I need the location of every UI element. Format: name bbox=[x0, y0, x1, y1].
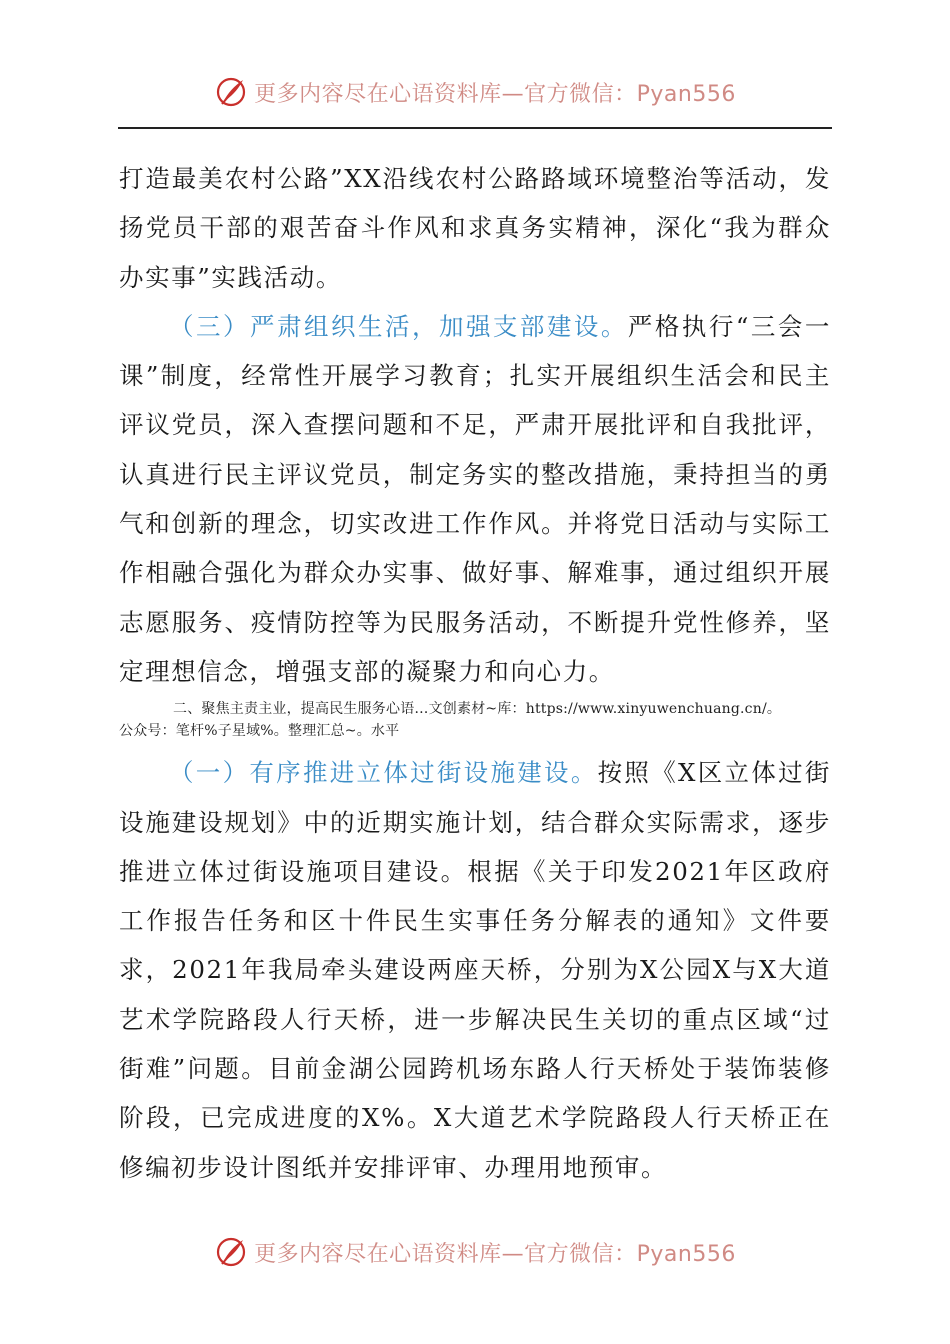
header-banner-text: 更多内容尽在心语资料库—官方微信：Pyan556 bbox=[254, 81, 736, 107]
section-heading-3: （三）严肃组织生活，加强支部建设。 bbox=[169, 311, 628, 341]
paragraph-3-text: 按照《X区立体过街设施建设规划》中的近期实施计划，结合群众实际需求，逐步推进立体过街设施项目建设。根据《关于印发2021年区政府工作报告任务和区十件民生实事任务分解表的通知》文件要求，2021年我局牵头建设两座天桥，分别为X公园X与X大道艺术学院路段人行天桥，进一步解决民生关切的重点区域“过街难”问题。目前金湖公园跨机场东路人行天桥处于装饰装修阶段，已完成进度的X%。X大道艺术学院路段人行天桥正在修编初步设计图纸并安排评审、办理用地预审。 bbox=[119, 758, 831, 1182]
paragraph-2-text: 严格执行“三会一课”制度，经常性开展学习教育；扎实开展组织生活会和民主评议党员，深入查摆问题和不足，严肃开展批评和自我批评，认真进行民主评议党员，制定务实的整改措施，秉持担当的勇气和创新的理念，切实改进工作作风。并将党日活动与实际工作相融合强化为群众办实事、做好事、解难事，通过组织开展志愿服务、疫情防控等为民服务活动，不断提升党性修养，坚定理想信念，增强支部的凝聚力和向心力。 bbox=[119, 311, 831, 686]
paragraph-2 bbox=[119, 302, 831, 696]
watermark-note bbox=[119, 696, 831, 748]
section-heading-1: （一）有序推进立体过街设施建设。 bbox=[169, 758, 598, 788]
header-banner bbox=[0, 72, 950, 112]
quill-feather-icon bbox=[214, 75, 248, 109]
quill-feather-icon bbox=[214, 1235, 248, 1269]
paragraph-3 bbox=[119, 748, 831, 1192]
header-divider bbox=[118, 127, 832, 129]
paragraph-1: 打造最美农村公路”XX沿线农村公路路域环境整治等活动，发扬党员干部的艰苦奋斗作风和求真务实精神，深化“我为群众办实事”实践活动。 bbox=[119, 164, 831, 292]
footer-banner-text: 更多内容尽在心语资料库—官方微信：Pyan556 bbox=[254, 1241, 736, 1267]
footer-banner bbox=[0, 1232, 950, 1272]
document-body bbox=[119, 154, 831, 1192]
watermark-note-line-1: 二、聚焦主责主业，提高民生服务心语…文创素材~库：https://www.xinyuwenchuang.cn/。 bbox=[173, 701, 782, 718]
watermark-note-line-2: 公众号：笔杆%子星域%。整理汇总~。水平 bbox=[119, 723, 400, 740]
